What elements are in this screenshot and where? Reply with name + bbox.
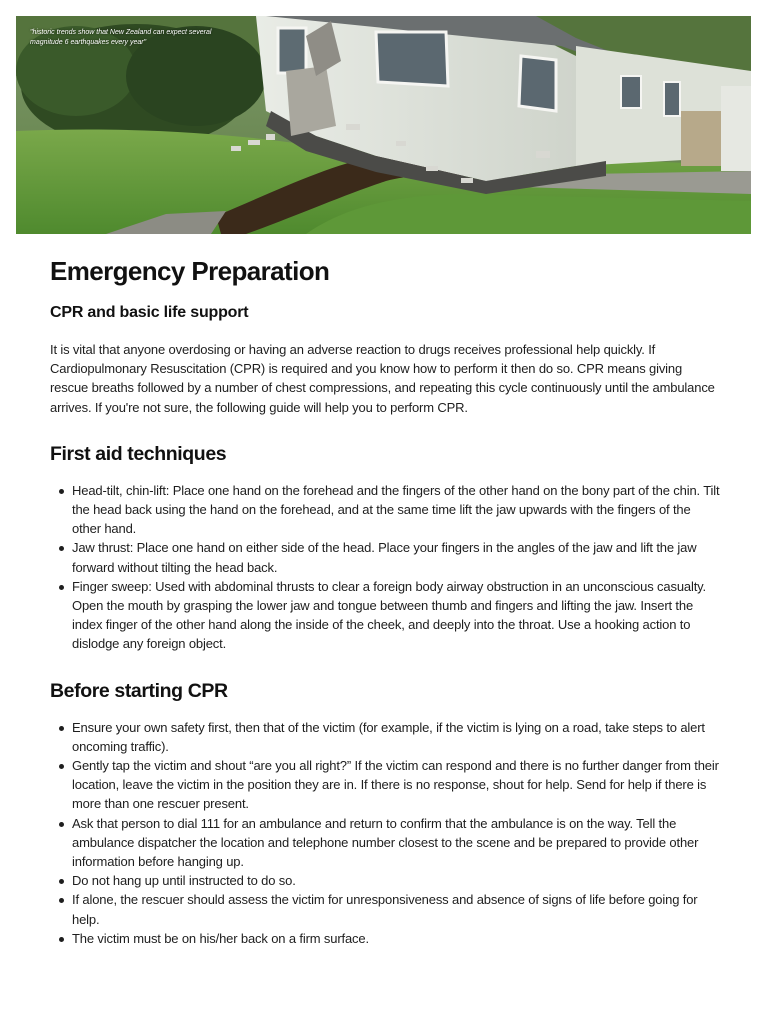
list-item: Do not hang up until instructed to do so.	[50, 871, 722, 890]
section-subtitle-cpr: CPR and basic life support	[50, 304, 249, 321]
list-item: Ask that person to dial 111 for an ambulance and return to confirm that the ambulance is on the way. Tell the ambulance dispatcher the location and telephone number closest to the scene and be prepared to provide other information before hanging up.	[50, 814, 722, 872]
page-title: Emergency Preparation	[50, 256, 330, 286]
list-item: The victim must be on his/her back on a firm surface.	[50, 929, 722, 948]
first-aid-list	[50, 481, 722, 654]
list-item: Gently tap the victim and shout “are you all right?” If the victim can respond and there is no further danger from their location, leave the victim in the position they are in. If there is no response, shout for help. Send for help if there is more than one rescuer present.	[50, 756, 722, 814]
list-item: Ensure your own safety first, then that of the victim (for example, if the victim is lying on a road, take steps to alert oncoming traffic).	[50, 718, 722, 756]
list-item: If alone, the rescuer should assess the victim for unresponsiveness and absence of signs of life before going for help.	[50, 890, 722, 928]
before-cpr-list	[50, 718, 722, 948]
list-item: Finger sweep: Used with abdominal thrusts to clear a foreign body airway obstruction in an unconscious casualty. Open the mouth by grasping the lower jaw and tongue between thumb and fingers and lifting the jaw. Insert the index finger of the other hand along the inside of the cheek, and deeply into the throat. Use a hooking action to dislodge any foreign object.	[50, 577, 722, 654]
hero-quote: "historic trends show that New Zealand can expect several magnitude 6 earthquakes every year"	[30, 29, 212, 46]
hero-photo	[16, 16, 751, 234]
intro-paragraph: It is vital that anyone overdosing or having an adverse reaction to drugs receives professional help quickly. If Cardiopulmonary Resuscitation (CPR) is required and you know how to perform it then do so. CPR means giving rescue breaths followed by a number of chest compressions, and repeating this cycle continuously until the ambulance arrives. If you're not sure, the following guide will help you to perform CPR.	[50, 342, 715, 415]
article	[50, 254, 722, 972]
section-title-before-cpr: Before starting CPR	[50, 679, 228, 702]
list-item: Head-tilt, chin-lift: Place one hand on the forehead and the fingers of the other hand on the bony part of the chin. Tilt the head back using the hand on the forehead, and at the same time lift the jaw upwards with the fingers of the other hand.	[50, 481, 722, 539]
section-title-first-aid: First aid techniques	[50, 442, 227, 465]
list-item: Jaw thrust: Place one hand on either side of the head. Place your fingers in the angles of the jaw and lift the jaw forward without tilting the head back.	[50, 538, 722, 576]
earthquake-house-illustration	[16, 16, 751, 234]
